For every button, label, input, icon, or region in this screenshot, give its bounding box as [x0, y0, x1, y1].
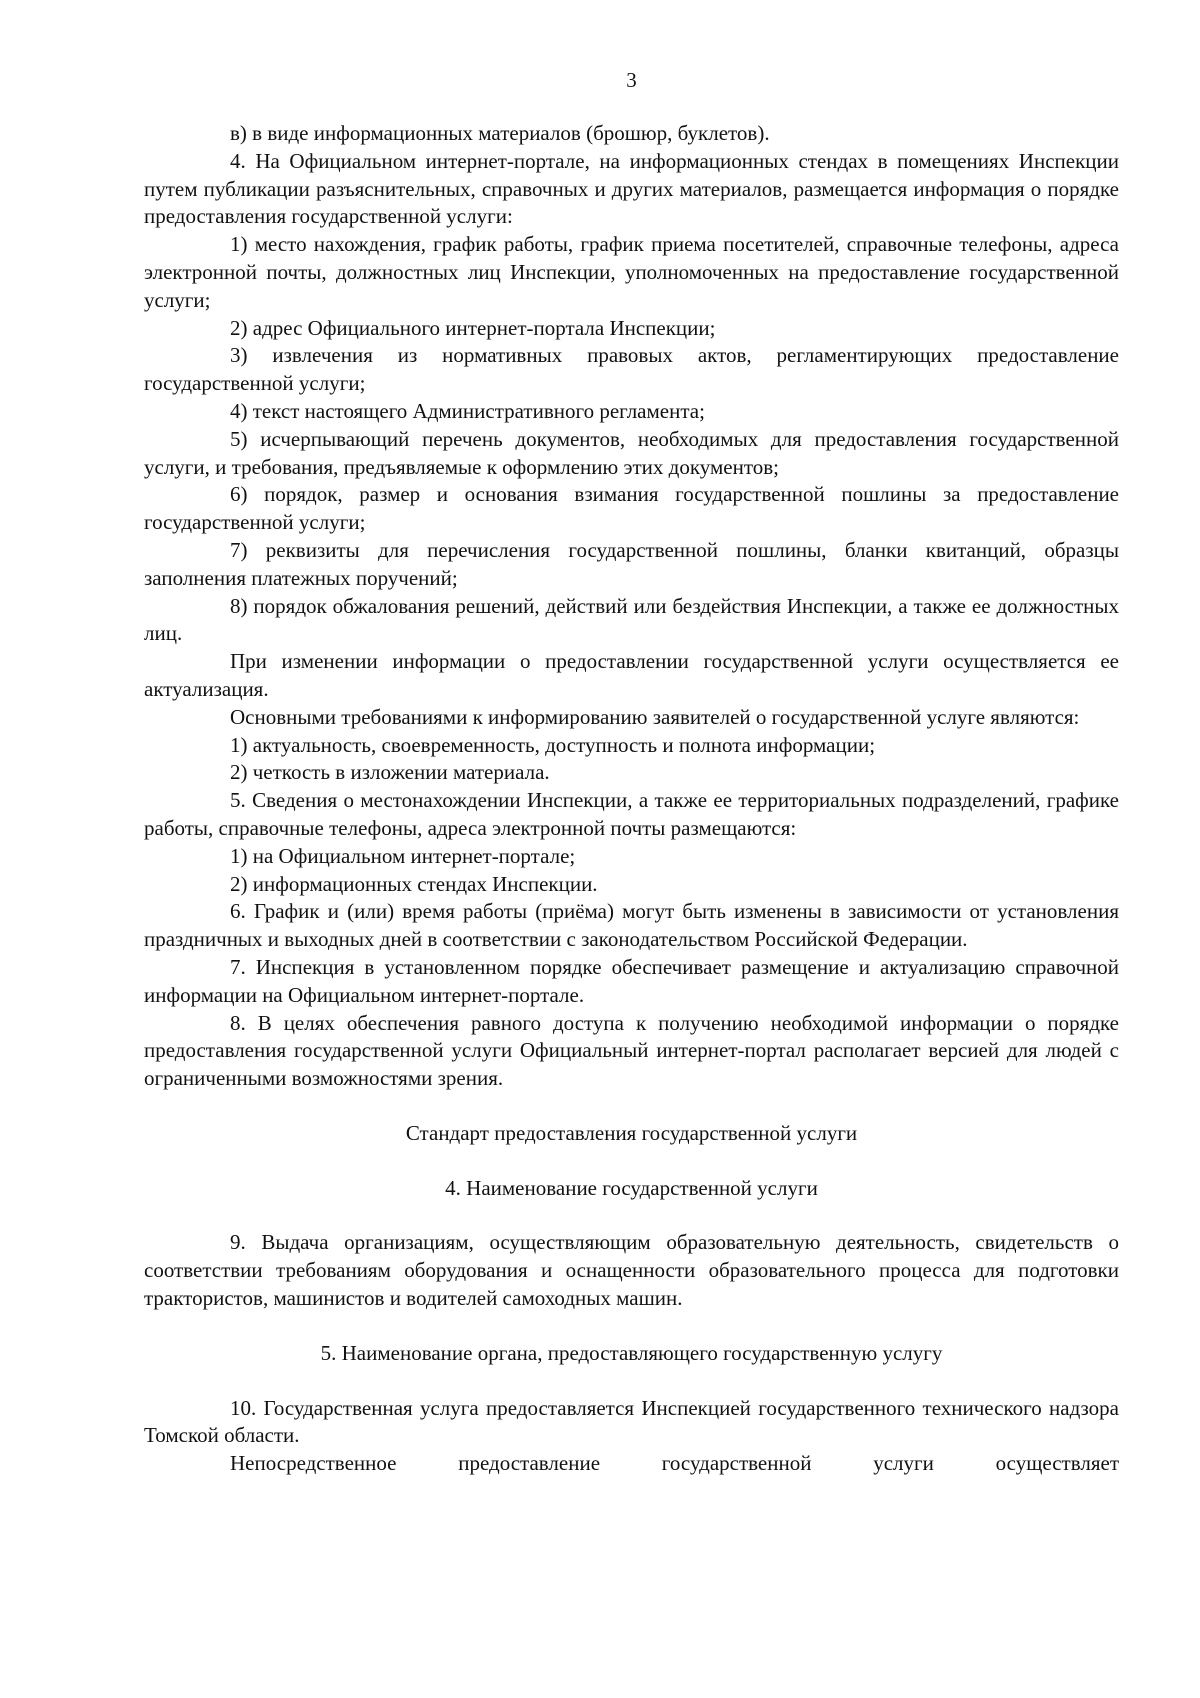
paragraph: 4. На Официальном интернет-портале, на информационных стендах в помещениях Инспекции путем публикации разъяснительных, справочных и других материалов, размещается информация о порядке предоставления государственной услуги: — [144, 148, 1119, 229]
paragraph: 5. Сведения о местонахождении Инспекции, а также ее территориальных подразделений, графике работы, справочные телефоны, адреса электронной почты размещаются: — [144, 788, 1119, 840]
paragraph: 2) информационных стендах Инспекции. — [230, 871, 598, 896]
paragraph: в) в виде информационных материалов (брошюр, буклетов). — [230, 121, 770, 145]
paragraph: 1) актуальность, своевременность, доступность и полнота информации; — [230, 732, 876, 757]
paragraph: 1) на Официальном интернет-портале; — [230, 843, 576, 868]
paragraph: 2) адрес Официального интернет-портала Инспекции; — [230, 315, 716, 340]
paragraph: 3) извлечения из нормативных правовых актов, регламентирующих предоставление государственной услуги; — [144, 343, 1119, 396]
paragraph: 4) текст настоящего Административного регламента; — [230, 398, 705, 423]
paragraph: 1) место нахождения, график работы, график приема посетителей, справочные телефоны, адреса электронной почты, должностных лиц Инспекции, уполномоченных на предоставление государственной услуги; — [144, 232, 1119, 312]
paragraph-last: Непосредственное предоставление государственной услуги осуществляет — [230, 1451, 1119, 1476]
paragraph: 6) порядок, размер и основания взимания государственной пошлины за предоставление государственной услуги; — [144, 482, 1119, 535]
paragraph: 8) порядок обжалования решений, действий или бездействия Инспекции, а также ее должностных лиц. — [144, 593, 1119, 646]
section-heading-4: 4. Наименование государственной услуги — [445, 1175, 818, 1200]
paragraph: Основными требованиями к информированию заявителей о государственной услуге являются: — [230, 704, 1080, 729]
paragraph: 2) четкость в изложении материала. — [230, 760, 550, 785]
section-heading-5: 5. Наименование органа, предоставляющего государственную услугу — [320, 1340, 943, 1365]
paragraph: 7) реквизиты для перечисления государственной пошлины, бланки квитанций, образцы заполнения платежных поручений; — [144, 537, 1119, 590]
paragraph-10: 10. Государственная услуга предоставляется Инспекцией государственного технического надзора Томской области. — [144, 1395, 1119, 1448]
paragraph: 7. Инспекция в установленном порядке обеспечивает размещение и актуализацию справочной информации на Официальном интернет-портале. — [144, 954, 1119, 1007]
paragraph: 6. График и (или) время работы (приёма) могут быть изменены в зависимости от установления праздничных и выходных дней в соответствии с законодательством Российской Федерации. — [144, 899, 1119, 952]
paragraph-9: 9. Выдача организациям, осуществляющим образовательную деятельность, свидетельств о соответствии требованиям оборудования и оснащенности образовательного процесса для подготовки трактористов, машинистов и водителей самоходных машин. — [144, 1230, 1119, 1311]
paragraph: 8. В целях обеспечения равного доступа к получению необходимой информации о порядке предоставления государственной услуги Официальный интернет-портал располагает версией для людей с ограниченными возможностями зрения. — [144, 1010, 1119, 1091]
paragraph: При изменении информации о предоставлении государственной услуги осуществляется ее актуализация. — [144, 649, 1119, 701]
paragraph: 5) исчерпывающий перечень документов, необходимых для предоставления государственной услуги, и требования, предъявляемые к оформлению этих документов; — [144, 426, 1119, 479]
page-number: 3 — [626, 68, 637, 92]
section-title: Стандарт предоставления государственной услуги — [405, 1120, 858, 1145]
